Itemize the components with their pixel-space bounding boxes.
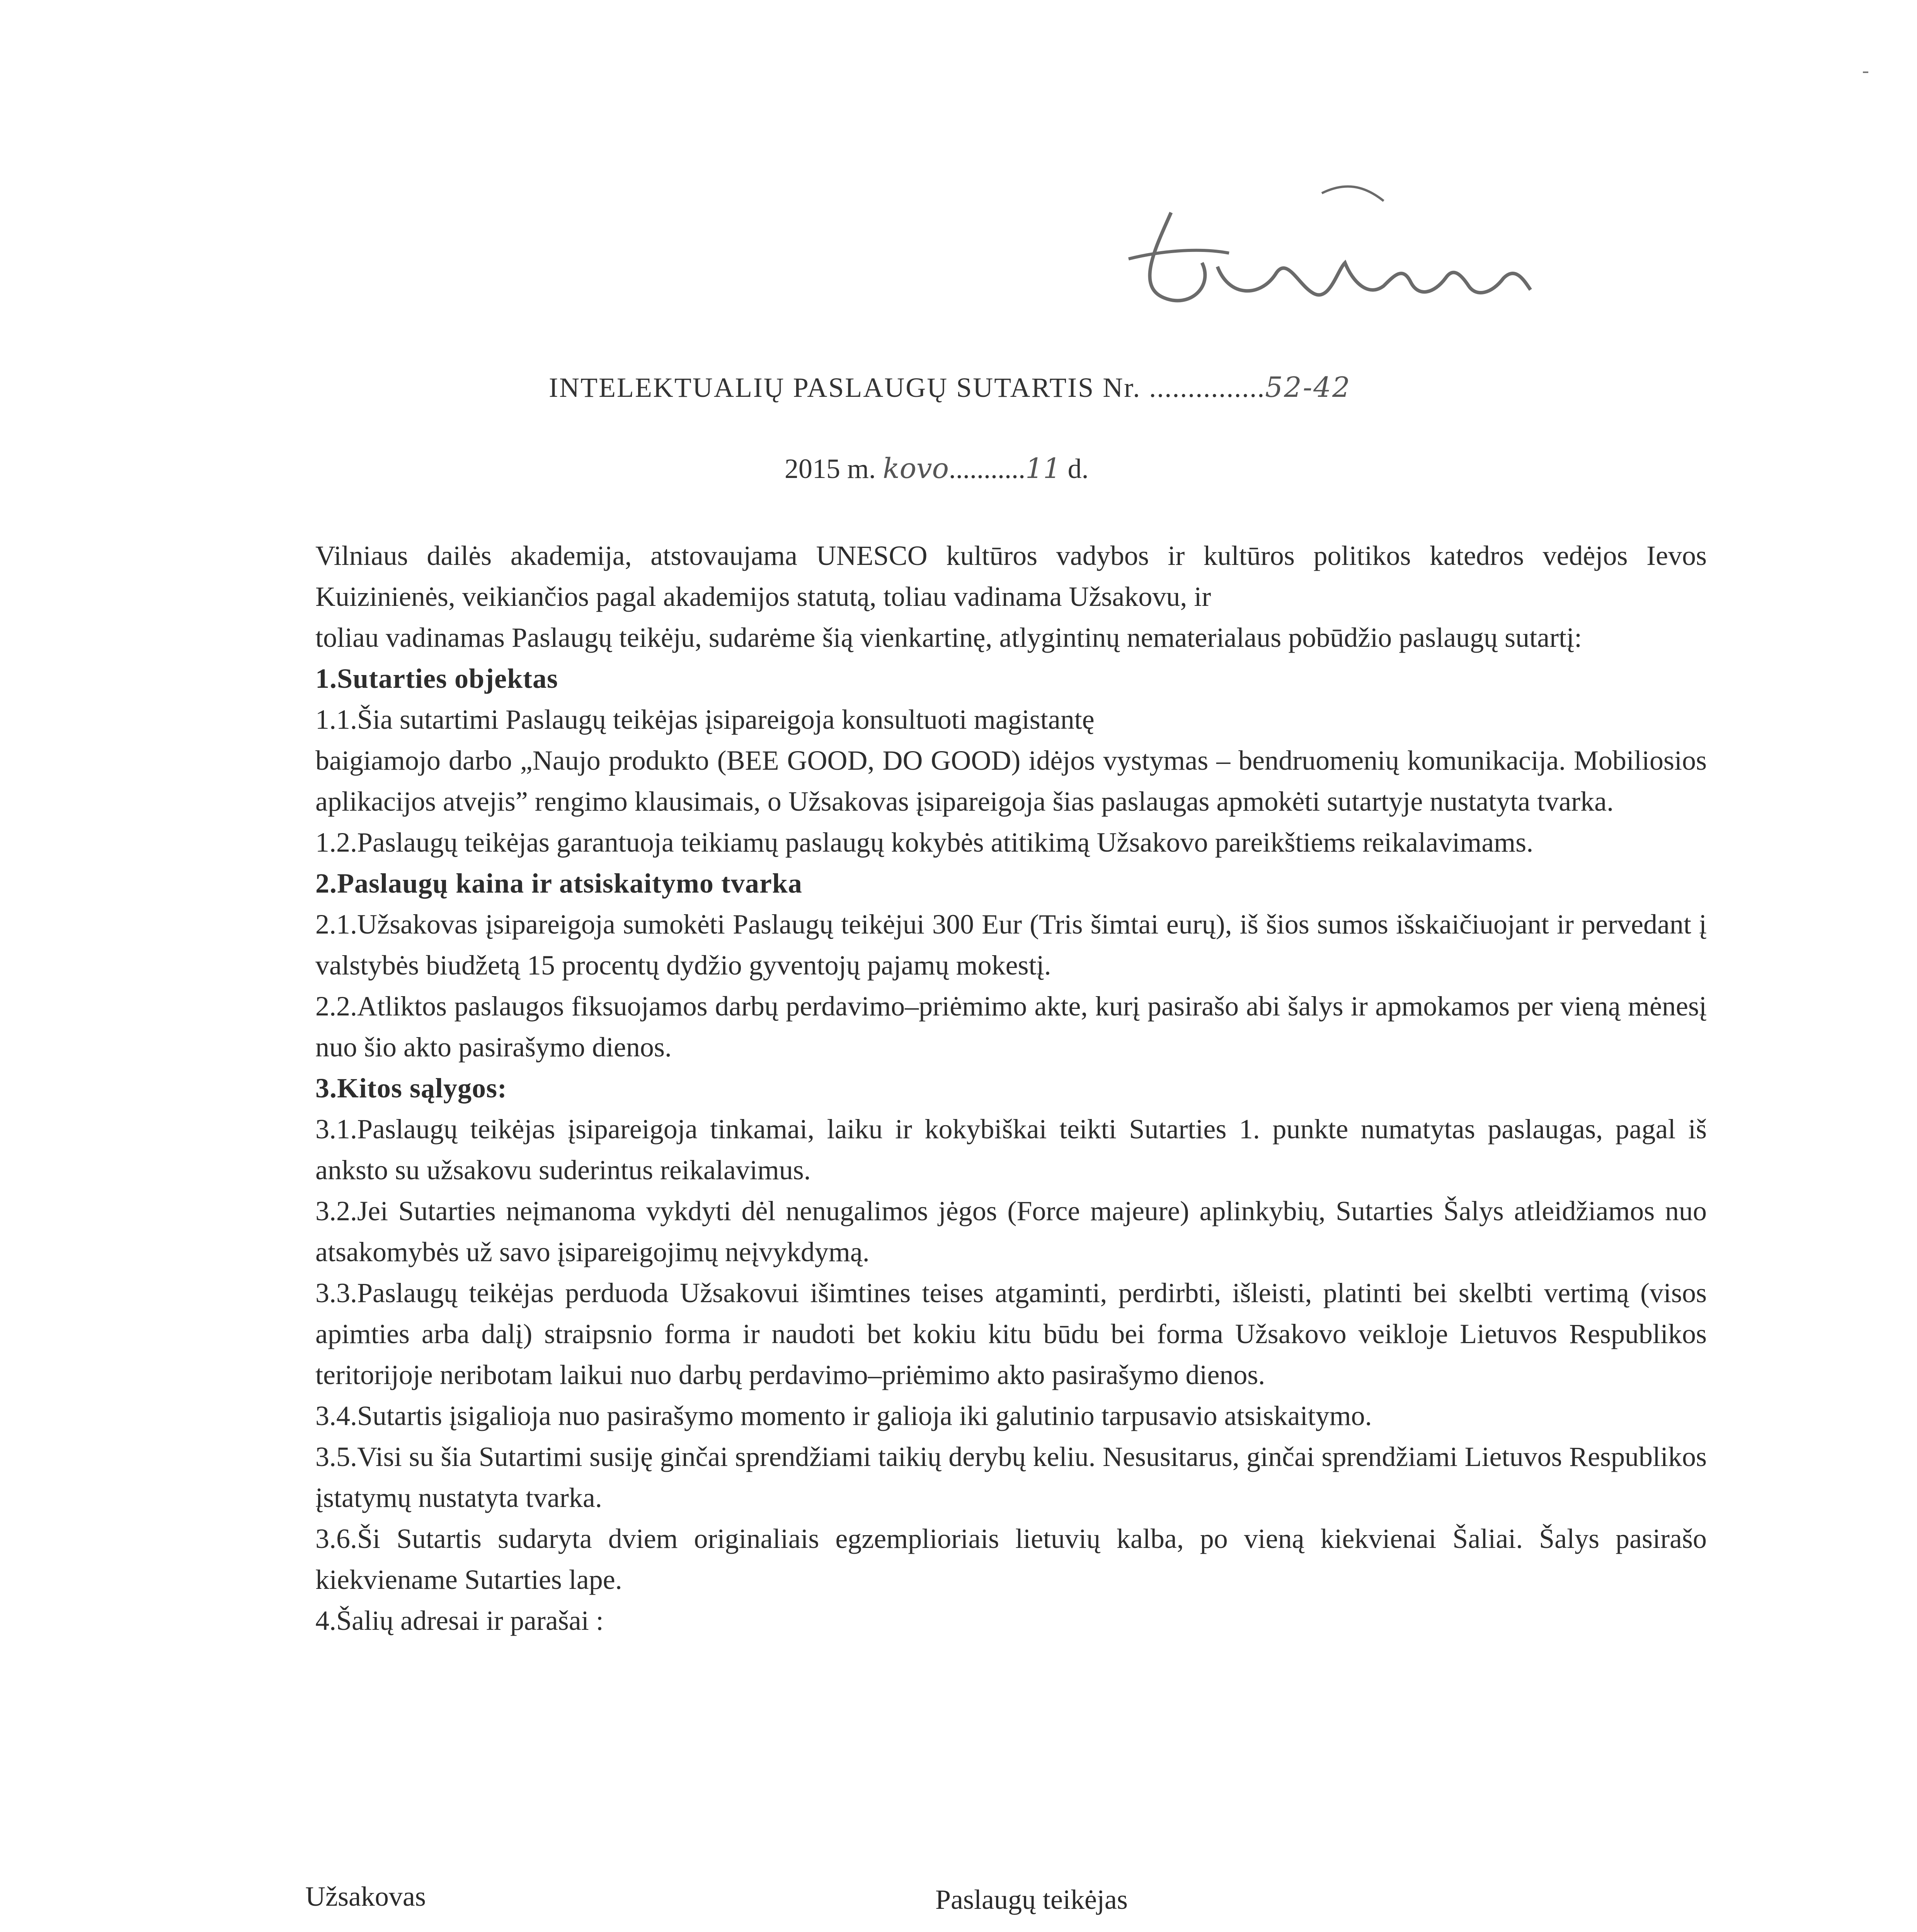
document-title <box>549 371 1351 404</box>
scan-artifact <box>1863 71 1868 73</box>
date-month: kovo <box>883 452 949 485</box>
clause-2-2: 2.2.Atliktos paslaugos fiksuojamos darbų perdavimo–priėmimo akte, kurį pasirašo abi šalys ir apmokamos per vieną mėnesį nuo šio akto pasirašymo dienos. <box>315 991 1707 1063</box>
clause-1-1-cont: baigiamojo darbo „Naujo produkto (BEE GOOD, DO GOOD) idėjos vystymas – bendruomenių komunikacija. Mobiliosios aplikacijos atvejis” rengimo klausimais, o Užsakovas įsipareigoja šias paslaugas apmokėti sutartyje nustatyta tvarka. <box>315 745 1707 817</box>
section-heading: 3.Kitos sąlygos: <box>315 1073 507 1104</box>
provider-label: Paslaugų teikėjas <box>935 1884 1128 1915</box>
contract-date <box>785 452 1089 485</box>
date-day: 11 <box>1025 452 1061 485</box>
title-handwritten-number: 52-42 <box>1265 371 1351 403</box>
clause-3-2: 3.2.Jei Sutarties neįmanoma vykdyti dėl nenugalimos jėgos (Force majeure) aplinkybių, Sutarties Šalys atleidžiamos nuo atsakomybės už savo įsipareigojimų neįvykdymą. <box>315 1196 1707 1267</box>
clause-1-1: 1.1.Šia sutartimi Paslaugų teikėjas įsipareigoja konsultuoti magistantę <box>315 704 1095 735</box>
clause-3-6: 3.6.Ši Sutartis sudaryta dviem originaliais egzemplioriais lietuvių kalba, po vieną kiekvienai Šaliai. Šalys pasirašo kiekviename Sutarties lape. <box>315 1523 1707 1595</box>
title-text: INTELEKTUALIŲ PASLAUGŲ SUTARTIS Nr. <box>549 372 1141 403</box>
section-heading: 1.Sutarties objektas <box>315 663 558 694</box>
date-dots: ........... <box>949 453 1026 484</box>
date-year: 2015 m. <box>785 453 876 484</box>
clause-3-1: 3.1.Paslaugų teikėjas įsipareigoja tinkamai, laiku ir kokybiškai teikti Sutarties 1. punkte numatytas paslaugas, pagal iš anksto su užsakovu suderintus reikalavimus. <box>315 1114 1707 1185</box>
intro-paragraph-2: toliau vadinamas Paslaugų teikėju, sudarėme šią vienkartinę, atlygintinų nematerialaus pobūdžio paslaugų sutartį: <box>315 622 1582 653</box>
clause-1-2: 1.2.Paslaugų teikėjas garantuoja teikiamų paslaugų kokybės atitikimą Užsakovo pareikštiems reikalavimams. <box>315 827 1534 858</box>
header-signature <box>1113 170 1558 340</box>
closing-heading: 4.Šalių adresai ir parašai : <box>315 1605 604 1636</box>
clause-3-5: 3.5.Visi su šia Sutartimi susiję ginčai sprendžiami taikių derybų keliu. Nesusitarus, ginčai sprendžiami Lietuvos Respublikos įstatymų nustatyta tvarka. <box>315 1441 1707 1513</box>
section-heading: 2.Paslaugų kaina ir atsiskaitymo tvarka <box>315 868 802 899</box>
clause-2-1: 2.1.Užsakovas įsipareigoja sumokėti Paslaugų teikėjui 300 Eur (Tris šimtai eurų), iš šios sumos išskaičiuojant ir pervedant į valstybės biudžetą 15 procentų dydžio gyventojų pajamų mokestį. <box>315 909 1707 981</box>
intro-paragraph-1: Vilniaus dailės akademija, atstovaujama UNESCO kultūros vadybos ir kultūros politikos katedros vedėjos Ievos Kuizinienės, veikiančios pagal akademijos statutą, toliau vadinama Užsakovu, ir <box>315 540 1707 612</box>
contract-body <box>315 535 1707 1641</box>
customer-label: Užsakovas <box>305 1881 426 1912</box>
clause-3-3: 3.3.Paslaugų teikėjas perduoda Užsakovui išimtines teises atgaminti, perdirbti, išleisti, platinti bei skelbti vertimą (visos apimties arba dalį) straipsnio forma ir naudoti bet kokiu kitu būdu bei forma Užsakovo veikloje Lietuvos Respublikos teritorijoje neribotam laikui nuo darbų perdavimo–priėmimo akto pasirašymo dienos. <box>315 1277 1707 1390</box>
clause-3-4: 3.4.Sutartis įsigalioja nuo pasirašymo momento ir galioja iki galutinio tarpusavio atsiskaitymo. <box>315 1400 1372 1431</box>
title-dots: ............... <box>1149 372 1265 403</box>
date-suffix: d. <box>1067 453 1089 484</box>
